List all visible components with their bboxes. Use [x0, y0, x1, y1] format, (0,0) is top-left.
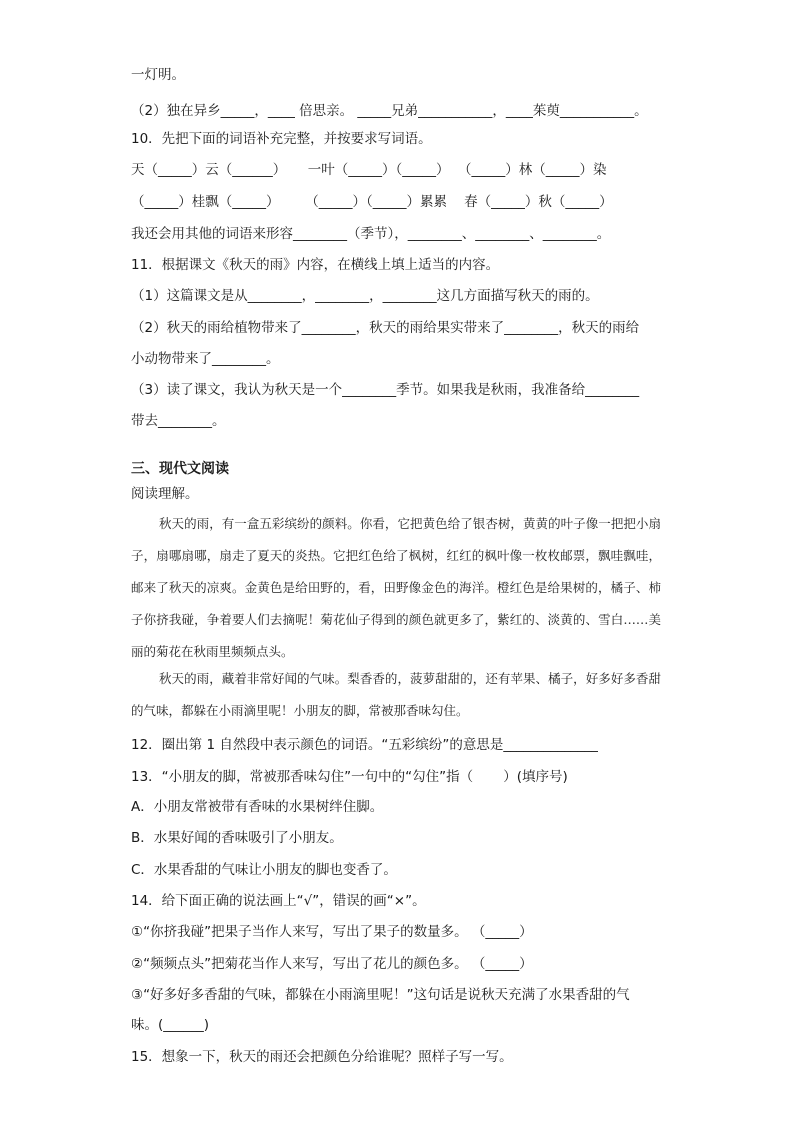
- question-10: 10．先把下面的词语补充完整，并按要求写词语。: [131, 131, 432, 147]
- passage-paragraph-1: 秋天的雨，有一盒五彩缤纷的颜料。你看，它把黄色给了银杏树，黄黄的叶子像一把把小扇子，扇哪扇哪，扇走了夏天的炎热。它把红色给了枫树，红红的枫叶像一枚枚邮票，飘哇飘哇，邮来了秋天的凉爽。金黄色是给田野的，看，田野像金色的海洋。橙红色是给果树的，橘子、柿子你挤我碰，争着要人们去摘呢！菊花仙子得到的颜色就更多了，紫红的、淡黄的、雪白……美丽的菊花在秋雨里频频点头。: [131, 516, 661, 659]
- text-line: （2）秋天的雨给植物带来了________，秋天的雨给果实带来了________，秋天的雨给: [131, 320, 640, 336]
- text-line: 一灯明。: [131, 67, 185, 83]
- text-line: 带去________。: [131, 413, 226, 429]
- text-line: （_____）桂飘（_____） （_____）（_____）累累 春（_____）秋（_____）: [131, 194, 613, 210]
- reading-label: 阅读理解。: [131, 486, 199, 502]
- section-heading: 三、现代文阅读: [131, 461, 229, 477]
- question-12: 12．圈出第 1 自然段中表示颜色的词语。“五彩缤纷”的意思是______________: [131, 737, 598, 753]
- passage-paragraph-2: 秋天的雨，藏着非常好闻的气味。梨香香的，菠萝甜甜的，还有苹果、橘子，好多好多香甜的气味，都躲在小雨滴里呢！小朋友的脚，常被那香味勾住。: [131, 671, 661, 718]
- option-c: C．水果香甜的气味让小朋友的脚也变香了。: [131, 862, 397, 878]
- option-a: A．小朋友常被带有香味的水果树绊住脚。: [131, 799, 384, 815]
- question-13: 13．“小朋友的脚，常被那香味勾住”一句中的“勾住”指（ ）(填序号): [131, 769, 568, 785]
- text-line: 天（_____）云（______） 一叶（_____）（_____） （_____）林（_____）染: [131, 162, 607, 178]
- text-line: （1）这篇课文是从________，________，________这几方面描写秋天的雨的。: [131, 288, 599, 304]
- text-line: （3）读了课文，我认为秋天是一个________季节。如果我是秋雨，我准备给________: [131, 382, 640, 398]
- question-14: 14．给下面正确的说法画上“√”，错误的画“×”。: [131, 893, 426, 909]
- statement-2: ②“频频点头”把菊花当作人来写，写出了花儿的颜色多。 （_____）: [131, 956, 533, 972]
- statement-3: ③“好多好多香甜的气味，都躲在小雨滴里呢！”这句话是说秋天充满了水果香甜的气: [131, 987, 630, 1003]
- question-11: 11．根据课文《秋天的雨》内容，在横线上填上适当的内容。: [131, 257, 500, 273]
- text-line: （2）独在异乡_____，____ 倍思亲。 _____兄弟___________，____茱萸___________。: [131, 103, 648, 119]
- option-b: B．水果好闻的香味吸引了小朋友。: [131, 830, 343, 846]
- text-line: 小动物带来了________。: [131, 351, 280, 367]
- statement-1: ①“你挤我碰”把果子当作人来写，写出了果子的数量多。 （_____）: [131, 924, 533, 940]
- question-15: 15．想象一下，秋天的雨还会把颜色分给谁呢？照样子写一写。: [131, 1049, 513, 1065]
- statement-3-cont: 味。(______): [131, 1017, 210, 1033]
- text-line: 我还会用其他的词语来形容________（季节），________、________、________。: [131, 226, 611, 242]
